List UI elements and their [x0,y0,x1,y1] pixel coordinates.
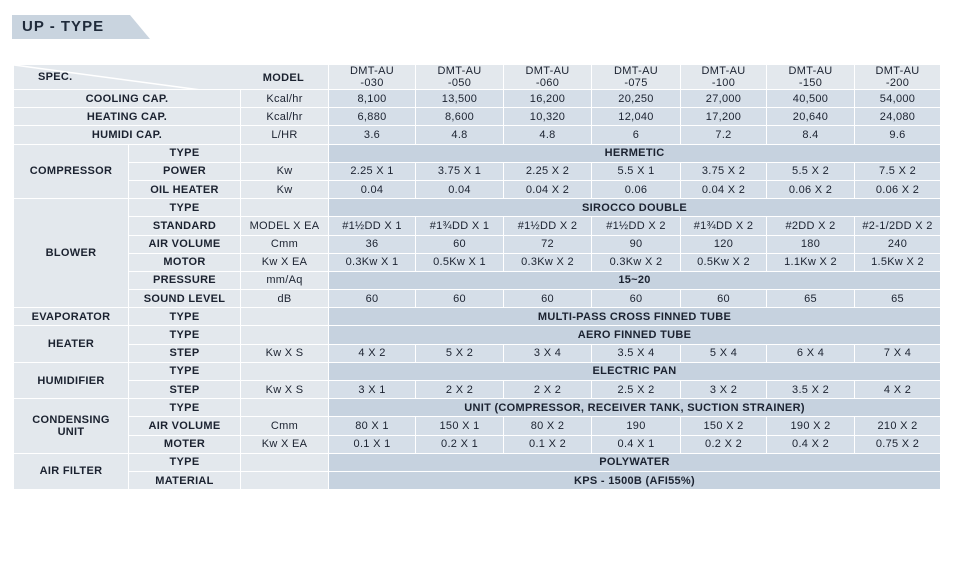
value-cell: 7.2 [681,126,767,144]
row-label: MATERIAL [129,471,241,489]
value-cell: 9.6 [855,126,941,144]
value-cell: 6,880 [329,108,416,126]
value-cell: 0.3Kw X 2 [504,253,592,271]
group-label: CONDENSING UNIT [14,399,129,454]
table-row [14,253,941,271]
group-label: COMPRESSOR [14,144,129,199]
row-label: AIR VOLUME [129,417,241,435]
value-cell: 65 [767,290,855,308]
value-cell: 120 [681,235,767,253]
row-label: STEP [129,344,241,362]
model-header: DMT-AU -100 [681,65,767,90]
row-label: POWER [129,162,241,180]
value-cell: 20,250 [592,90,681,108]
value-cell: 60 [416,290,504,308]
row-label: HUMIDI CAP. [14,126,241,144]
value-cell: 180 [767,235,855,253]
value-cell: 1.5Kw X 2 [855,253,941,271]
unit-cell [241,471,329,489]
value-cell: 0.4 X 1 [592,435,681,453]
value-cell: 0.1 X 1 [329,435,416,453]
value-cell: 0.2 X 1 [416,435,504,453]
value-cell: 150 X 1 [416,417,504,435]
unit-cell: Kw X EA [241,253,329,271]
value-cell: 3 X 1 [329,381,416,399]
unit-cell: Kw [241,180,329,198]
value-cell: 24,080 [855,108,941,126]
table-row [14,199,941,217]
value-cell: #2DD X 2 [767,217,855,235]
model-header: DMT-AU -060 [504,65,592,90]
table-row [14,344,941,362]
value-cell: 3.5 X 4 [592,344,681,362]
unit-cell: L/HR [241,126,329,144]
group-label: AIR FILTER [14,453,129,489]
table-row [14,108,941,126]
table-row [14,471,941,489]
value-cell: 65 [855,290,941,308]
value-cell: 12,040 [592,108,681,126]
row-label: TYPE [129,199,241,217]
table-row [14,453,941,471]
value-cell: 6 [592,126,681,144]
value-cell: 0.5Kw X 1 [416,253,504,271]
value-cell: #1½DD X 2 [592,217,681,235]
unit-cell: Kw X S [241,344,329,362]
value-cell: 190 [592,417,681,435]
group-label: HUMIDIFIER [14,362,129,398]
value-cell: 0.5Kw X 2 [681,253,767,271]
table-row [14,217,941,235]
span-value: AERO FINNED TUBE [329,326,941,344]
row-label: TYPE [129,144,241,162]
span-value: HERMETIC [329,144,941,162]
row-label: STANDARD [129,217,241,235]
value-cell: 0.06 [592,180,681,198]
unit-cell: mm/Aq [241,271,329,289]
value-cell: 1.1Kw X 2 [767,253,855,271]
value-cell: 2.25 X 2 [504,162,592,180]
group-label: EVAPORATOR [14,308,129,326]
model-header: DMT-AU -200 [855,65,941,90]
value-cell: 8,100 [329,90,416,108]
table-row [14,90,941,108]
table-row [14,308,941,326]
value-cell: 5 X 2 [416,344,504,362]
row-label: SOUND LEVEL [129,290,241,308]
value-cell: 60 [329,290,416,308]
row-label: PRESSURE [129,271,241,289]
unit-cell: Cmm [241,417,329,435]
unit-cell: Kw X S [241,381,329,399]
value-cell: 16,200 [504,90,592,108]
table-row [14,399,941,417]
model-header: DMT-AU -030 [329,65,416,90]
table-row [14,144,941,162]
value-cell: 8,600 [416,108,504,126]
value-cell: 3.75 X 1 [416,162,504,180]
row-label: HEATING CAP. [14,108,241,126]
table-row [14,126,941,144]
value-cell: 5.5 X 1 [592,162,681,180]
unit-cell [241,144,329,162]
value-cell: #1½DD X 1 [329,217,416,235]
section-title: UP - TYPE [22,18,105,35]
value-cell: 36 [329,235,416,253]
model-header: DMT-AU -050 [416,65,504,90]
spec-label: SPEC. [38,71,73,83]
value-cell: 240 [855,235,941,253]
value-cell: 0.75 X 2 [855,435,941,453]
value-cell: 5.5 X 2 [767,162,855,180]
span-value: MULTI-PASS CROSS FINNED TUBE [329,308,941,326]
row-label: OIL HEATER [129,180,241,198]
spec-table [13,64,941,490]
table-row [14,271,941,289]
row-label: COOLING CAP. [14,90,241,108]
value-cell: 20,640 [767,108,855,126]
value-cell: 8.4 [767,126,855,144]
value-cell: 72 [504,235,592,253]
value-cell: 4.8 [504,126,592,144]
value-cell: 0.1 X 2 [504,435,592,453]
value-cell: 17,200 [681,108,767,126]
value-cell: 190 X 2 [767,417,855,435]
value-cell: 90 [592,235,681,253]
value-cell: 10,320 [504,108,592,126]
unit-cell [241,453,329,471]
row-label: STEP [129,381,241,399]
value-cell: 0.04 X 2 [681,180,767,198]
unit-cell: MODEL X EA [241,217,329,235]
value-cell: 13,500 [416,90,504,108]
value-cell: 150 X 2 [681,417,767,435]
table-row [14,435,941,453]
model-label: MODEL [262,72,305,84]
unit-cell [241,326,329,344]
value-cell: 4 X 2 [855,381,941,399]
value-cell: 7 X 4 [855,344,941,362]
unit-cell [241,199,329,217]
unit-cell: Kcal/hr [241,90,329,108]
span-value: SIROCCO DOUBLE [329,199,941,217]
value-cell: #1½DD X 2 [504,217,592,235]
value-cell: 0.3Kw X 2 [592,253,681,271]
value-cell: 0.4 X 2 [767,435,855,453]
value-cell: 80 X 2 [504,417,592,435]
span-value: UNIT (COMPRESSOR, RECEIVER TANK, SUCTION STRAINER) [329,399,941,417]
value-cell: 60 [416,235,504,253]
span-value: ELECTRIC PAN [329,362,941,380]
value-cell: 0.06 X 2 [767,180,855,198]
value-cell: 6 X 4 [767,344,855,362]
group-label: HEATER [14,326,129,362]
table-row [14,381,941,399]
value-cell: 0.2 X 2 [681,435,767,453]
value-cell: 7.5 X 2 [855,162,941,180]
value-cell: 40,500 [767,90,855,108]
value-cell: 5 X 4 [681,344,767,362]
row-label: TYPE [129,399,241,417]
table-row [14,326,941,344]
value-cell: 0.04 [416,180,504,198]
value-cell: 2.25 X 1 [329,162,416,180]
value-cell: 210 X 2 [855,417,941,435]
value-cell: 80 X 1 [329,417,416,435]
header-corner [14,65,329,90]
value-cell: 2 X 2 [416,381,504,399]
value-cell: 2 X 2 [504,381,592,399]
unit-cell [241,399,329,417]
value-cell: 0.06 X 2 [855,180,941,198]
value-cell: 3.6 [329,126,416,144]
unit-cell: Cmm [241,235,329,253]
group-label: BLOWER [14,199,129,308]
row-label: TYPE [129,362,241,380]
value-cell: 2.5 X 2 [592,381,681,399]
value-cell: 0.3Kw X 1 [329,253,416,271]
value-cell: 54,000 [855,90,941,108]
span-value: 15~20 [329,271,941,289]
value-cell: 3 X 2 [681,381,767,399]
table-row [14,290,941,308]
value-cell: 3 X 4 [504,344,592,362]
value-cell: 60 [681,290,767,308]
unit-cell: Kcal/hr [241,108,329,126]
row-label: TYPE [129,308,241,326]
table-row [14,417,941,435]
value-cell: 27,000 [681,90,767,108]
unit-cell: Kw [241,162,329,180]
value-cell: 0.04 [329,180,416,198]
value-cell: #2-1/2DD X 2 [855,217,941,235]
table-row [14,65,941,90]
table-row [14,180,941,198]
value-cell: #1¾DD X 1 [416,217,504,235]
value-cell: 4 X 2 [329,344,416,362]
span-value: KPS - 1500B (AFI55%) [329,471,941,489]
span-value: POLYWATER [329,453,941,471]
value-cell: 0.04 X 2 [504,180,592,198]
model-header: DMT-AU -075 [592,65,681,90]
unit-cell: Kw X EA [241,435,329,453]
value-cell: #1¾DD X 2 [681,217,767,235]
row-label: TYPE [129,453,241,471]
row-label: AIR VOLUME [129,235,241,253]
unit-cell [241,308,329,326]
value-cell: 4.8 [416,126,504,144]
table-row [14,362,941,380]
table-row [14,235,941,253]
model-header: DMT-AU -150 [767,65,855,90]
unit-cell [241,362,329,380]
value-cell: 3.75 X 2 [681,162,767,180]
value-cell: 60 [504,290,592,308]
value-cell: 3.5 X 2 [767,381,855,399]
row-label: TYPE [129,326,241,344]
row-label: MOTOR [129,253,241,271]
table-row [14,162,941,180]
value-cell: 60 [592,290,681,308]
unit-cell: dB [241,290,329,308]
row-label: MOTER [129,435,241,453]
